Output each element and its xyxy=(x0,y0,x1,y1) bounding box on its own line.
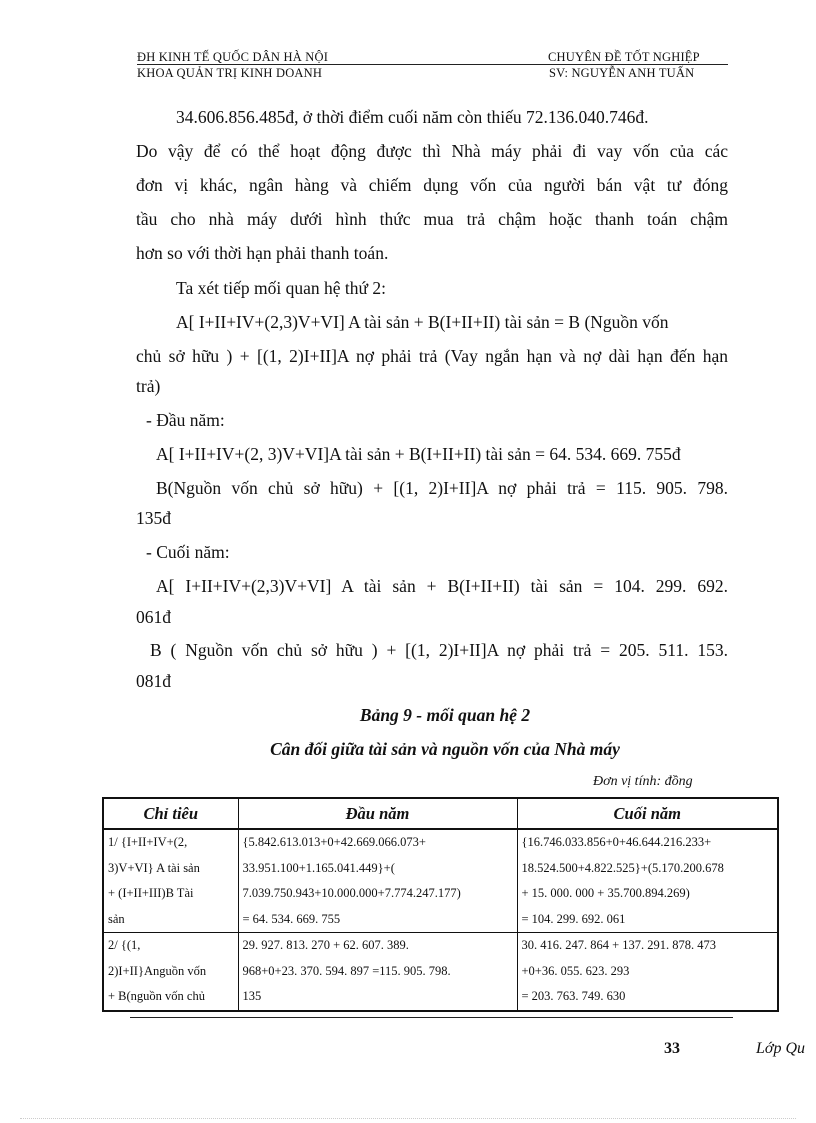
header-doc-type: CHUYÊN ĐỀ TỐT NGHIỆP xyxy=(548,50,700,64)
body-line-6: Ta xét tiếp mối quan hệ thứ 2: xyxy=(176,278,386,298)
cell-line: 135 xyxy=(242,989,262,1003)
end-year-assets-cont: 061đ xyxy=(136,607,171,627)
body-line-5: hơn so với thời hạn phải thanh toán. xyxy=(136,243,389,263)
header-student: SV: NGUYỄN ANH TUẤN xyxy=(549,66,695,80)
cell-line: 18.524.500+4.822.525}+(5.170.200.678 xyxy=(521,860,724,875)
cell-line: + 15. 000. 000 + 35.700.894.269) xyxy=(521,886,690,900)
table-unit: Đơn vị tính: đồng xyxy=(593,774,693,789)
table-subtitle: Cân đối giữa tài sản và nguồn vốn của Nhà máy xyxy=(270,739,620,759)
header-end-year: Cuối năm xyxy=(517,798,778,829)
cell-line: + (I+II+III)B Tài xyxy=(108,886,194,900)
header-divider xyxy=(137,64,728,65)
header-start-year: Đầu năm xyxy=(238,798,517,829)
cell-line: 3)V+VI} A tài sản xyxy=(108,860,200,875)
end-year-sources: B ( Nguồn vốn chủ sở hữu ) + [(1, 2)I+II]A nợ phải trả = 205. 511. 153. xyxy=(150,640,728,660)
row2-end-year xyxy=(517,933,778,1011)
table-row xyxy=(103,933,778,1011)
cell-line: = 203. 763. 749. 630 xyxy=(521,989,626,1003)
cell-line: 2/ {(1, xyxy=(108,938,141,952)
footer-class-label: Lớp Qu xyxy=(756,1040,805,1057)
cell-line: 30. 416. 247. 864 + 137. 291. 878. 473 xyxy=(521,938,717,952)
cell-line: {5.842.613.013+0+42.669.066.073+ xyxy=(242,835,426,849)
table-title: Bảng 9 - mối quan hệ 2 xyxy=(359,705,531,725)
end-year-label: - Cuối năm: xyxy=(146,542,230,562)
table-header-row xyxy=(103,798,778,829)
row1-indicator xyxy=(103,829,238,933)
header-indicator: Chỉ tiêu xyxy=(103,798,238,829)
header-university: ĐH KINH TẾ QUỐC DÂN HÀ NỘI xyxy=(137,50,329,64)
cell-line: + B(nguồn vốn chủ xyxy=(108,989,205,1003)
cell-line: = 64. 534. 669. 755 xyxy=(242,911,341,926)
body-line-1: 34.606.856.485đ, ở thời điểm cuối năm còn thiếu 72.136.040.746đ. xyxy=(176,107,649,127)
start-year-sources-cont: 135đ xyxy=(136,508,171,528)
header-department: KHOA QUẢN TRỊ KINH DOANH xyxy=(137,66,323,80)
row2-indicator xyxy=(103,933,238,1011)
cell-line: = 104. 299. 692. 061 xyxy=(521,911,626,926)
row2-start-year xyxy=(238,933,517,1011)
end-year-sources-cont: 081đ xyxy=(136,671,171,691)
cell-line: +0+36. 055. 623. 293 xyxy=(521,963,630,978)
cell-line: 2)I+II}Anguồn vốn xyxy=(108,963,207,978)
body-line-2: Do vậy để có thể hoạt động được thì Nhà máy phải đi vay vốn của các xyxy=(136,141,728,161)
footer-divider xyxy=(130,1017,733,1018)
table-row xyxy=(103,829,778,933)
cell-line: 7.039.750.943+10.000.000+7.774.247.177) xyxy=(242,886,461,900)
cell-line: 33.951.100+1.165.041.449}+( xyxy=(242,860,395,875)
body-line-3: đơn vị khác, ngân hàng và chiếm dụng vốn của người bán vật tư đóng xyxy=(136,175,728,195)
start-year-label: - Đầu năm: xyxy=(146,410,225,430)
balance-table xyxy=(102,797,779,1012)
formula-line-2: chủ sở hữu ) + [(1, 2)I+II]A nợ phải trả (Vay ngắn hạn và nợ dài hạn đến hạn xyxy=(136,346,728,366)
end-year-assets: A[ I+II+IV+(2,3)V+VI] A tài sản + B(I+II+II) tài sản = 104. 299. 692. xyxy=(156,576,728,596)
cell-line: 968+0+23. 370. 594. 897 =115. 905. 798. xyxy=(242,963,451,978)
row1-start-year xyxy=(238,829,517,933)
formula-line-3: trả) xyxy=(136,376,161,396)
start-year-sources: B(Nguồn vốn chủ sở hữu) + [(1, 2)I+II]A nợ phải trả = 115. 905. 798. xyxy=(156,478,728,498)
start-year-assets: A[ I+II+IV+(2, 3)V+VI]A tài sản + B(I+II+II) tài sản = 64. 534. 669. 755đ xyxy=(156,444,681,464)
cell-line: {16.746.033.856+0+46.644.216.233+ xyxy=(521,835,712,849)
cell-line: 1/ {I+II+IV+(2, xyxy=(108,835,188,849)
row1-end-year xyxy=(517,829,778,933)
cell-line: 29. 927. 813. 270 + 62. 607. 389. xyxy=(242,938,409,952)
cell-line: sản xyxy=(108,911,125,926)
page-bottom-dotted-rule xyxy=(20,1118,796,1119)
formula-line-1: A[ I+II+IV+(2,3)V+VI] A tài sản + B(I+II+II) tài sản = B (Nguồn vốn xyxy=(176,312,669,332)
page-number: 33 xyxy=(664,1040,680,1057)
body-line-4: tầu cho nhà máy dưới hình thức mua trả chậm hoặc thanh toán chậm xyxy=(136,209,728,229)
